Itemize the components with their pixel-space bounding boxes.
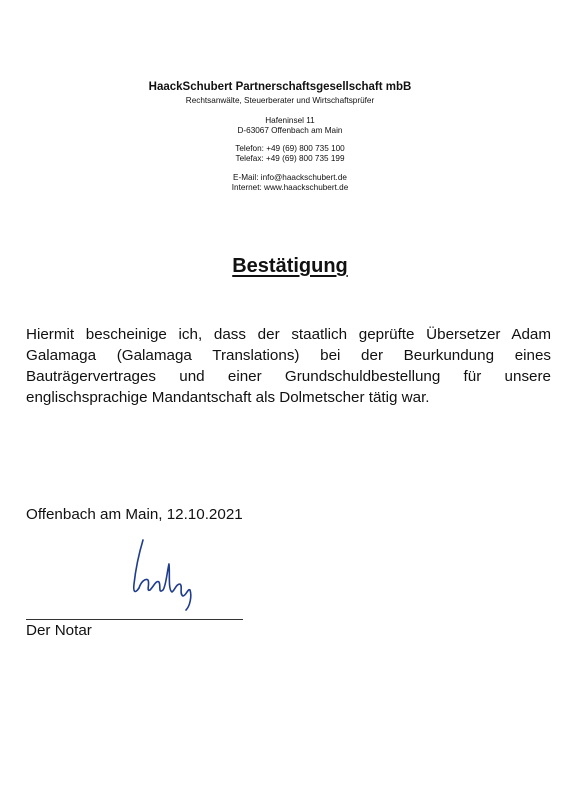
city-line: D-63067 Offenbach am Main (237, 126, 343, 135)
postal-address (0, 116, 580, 136)
signature-line (26, 619, 243, 620)
internet-line: Internet: www.haackschubert.de (231, 183, 349, 192)
handwritten-signature (110, 532, 210, 612)
fax-line: Telefax: +49 (69) 800 735 199 (235, 154, 345, 163)
firm-name: HaackSchubert Partnerschaftsgesellschaft mbB (148, 81, 412, 93)
confirmation-text: Hiermit bescheinige ich, dass der staatlich geprüfte Übersetzer Adam Galamaga (Galamaga Translations) bei der Beurkundung eines Bauträgervertrages und einer Grundschuldbestellung für unsere englischsprachige Mandantschaft als Dolmetscher tätig war. (26, 326, 551, 406)
document-title: Bestätigung (232, 255, 348, 277)
place-date: Offenbach am Main, 12.10.2021 (26, 506, 243, 523)
contact-block (0, 173, 580, 193)
email-line: E-Mail: info@haackschubert.de (233, 173, 347, 182)
street-line: Hafeninsel 11 (265, 116, 315, 125)
phone-line: Telefon: +49 (69) 800 735 100 (235, 144, 345, 153)
firm-subtitle: Rechtsanwälte, Steuerberater und Wirtschaftsprüfer (185, 96, 375, 105)
signer-title: Der Notar (26, 622, 92, 639)
phone-block (0, 144, 580, 164)
